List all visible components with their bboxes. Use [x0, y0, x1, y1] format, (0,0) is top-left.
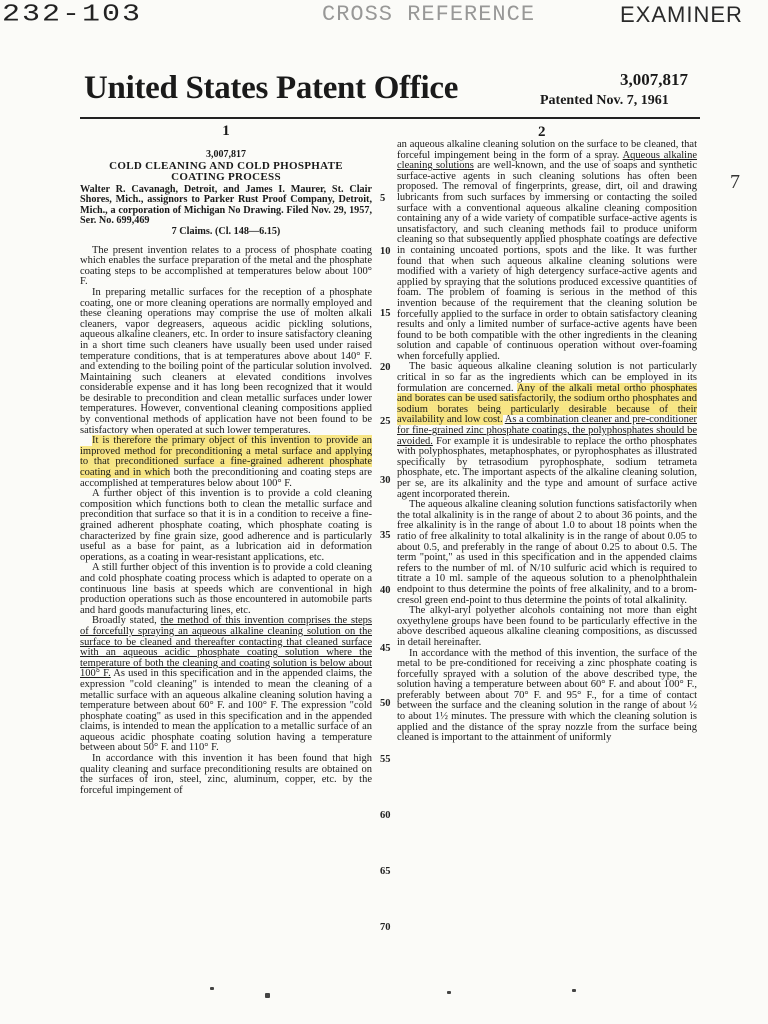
- inventors: Walter R. Cavanagh, Detroit, and James I. Maurer, St. Clair Shores, Mich., assignors to Parker Rust Proof Company, Detroit, Mich., a corporation of Michigan No Drawing. Filed Nov. 29, 1957, Ser. No. 699,469: [80, 183, 372, 227]
- text: both the preconditioning and coating steps are accomplished at temperatures below about 100° F.: [80, 467, 372, 489]
- paragraph: In accordance with this invention it has been found that high quality cleaning and surface preconditioning results are obtained on the surfaces of iron, steel, zinc, aluminum, copper, etc. by the forceful impingement of: [80, 753, 372, 796]
- line-number: 50: [380, 698, 391, 709]
- line-number: 60: [380, 810, 391, 821]
- margin-mark: 7: [730, 171, 740, 193]
- line-number: 55: [380, 754, 391, 765]
- column-number-right: 2: [538, 124, 546, 140]
- header-rule: [80, 117, 700, 119]
- line-number: 5: [380, 193, 386, 204]
- line-number: 40: [380, 585, 391, 596]
- text: For example it is undesirable to replace the ortho phosphates with polyphosphates, metaphosphates, or pyrophosphates as illustrated specifically by tetrasodium pyrophosphate, sodium tetrameta phosphate, etc. The important aspects of the alkaline cleaning solution, per se, are its alkalinity and the type and amount of surface active agent incorporated therein.: [397, 435, 697, 500]
- speck: [265, 993, 270, 998]
- highlighted-text: Any of the alkali metal ortho phosphates and borates can be used satisfactorily, the sodium ortho phosphates and sodium borates being particularly desirable because of their availability and low cost.: [397, 382, 697, 426]
- paragraph: [397, 362, 697, 500]
- speck: [210, 987, 214, 990]
- line-number: 20: [380, 362, 391, 373]
- underlined-text: the method of this invention comprises the steps of forcefully spraying an aqueous alkaline cleaning solution on the surface to be cleaned and thereafter contacting that cleaned surface with an aqueous acidic phosphate coating solution where the temperature of both the cleaning and coating solution is below about 100° F.: [80, 615, 372, 680]
- heading-patent-number: 3,007,817: [206, 149, 246, 160]
- speck: [572, 989, 576, 992]
- underlined-text: Aqueous alkaline cleaning solutions: [397, 149, 697, 172]
- paragraph: The present invention relates to a process of phosphate coating which enables the surface preparation of the metal and the phosphate coating steps to be accomplished at temperatures below about 100° F.: [80, 244, 372, 288]
- paragraph: In preparing metallic surfaces for the reception of a phosphate coating, one or more cleaning operations are normally employed and these cleaning operations may comprise the use of molten alkali cleaners, vapor degreasers, aqueous acidic pickling solutions, aqueous alkaline cleaners, etc. In order to insure satisfactory cleaning in a short time such cleaners have usually been used under raised temperature conditions, that is at temperatures above about 140° F. and extending to the boiling point of the particular solution involved. Maintaining such cleaners at elevated conditions involves considerable expense and it has long been recognized that it would be desirable to precondition and clean metallic surfaces under lower temperatures. However, conventional cleaning compositions applied by conventional methods of application have not been found to be satisfactory when operated at such lower temperatures.: [80, 286, 372, 436]
- paragraph: [397, 140, 697, 362]
- office-title: United States Patent Office: [84, 70, 459, 106]
- line-number: 30: [380, 475, 391, 486]
- speck: [447, 991, 451, 994]
- scan-specks: [0, 985, 768, 1015]
- stamp-cross-reference: CROSS REFERENCE: [322, 2, 536, 27]
- paragraph: [80, 616, 372, 754]
- inventors-block: [80, 185, 372, 238]
- underlined-text: As a combination cleaner and pre-conditioner for fine-grained zinc phosphate coatings, the polyphosphates should be avoided.: [397, 414, 698, 447]
- stamp-examiner: EXAMINER: [620, 2, 743, 27]
- paragraph: The aqueous alkaline cleaning solution functions satisfactorily when the total alkalinity is in the range of about 2 to about 36 points, and the free alkalinity is in the range of about 1.0 to about 18 points when the ratio of free alkalinity to total alkalinity is in the range of about 0.05 to about 0.5, and preferably in the range of about 0.25 to about 0.5. The term "point," as used in this specification and in the appended claims refers to the number of ml. of N/10 sulfuric acid which is required to titrate a 10 ml. sample of the aqueous solution to a phenolphthalein endpoint to thus determine the points of free alkalinity, and to a brom-cresol green end-point to thus determine the points of total alkalinity.: [397, 499, 697, 606]
- line-number: 45: [380, 643, 391, 654]
- line-number: 35: [380, 530, 391, 541]
- line-number: 25: [380, 416, 391, 427]
- claims-line: 7 Claims. (Cl. 148—6.15): [171, 225, 281, 237]
- text: are well-known, and the use of soaps and synthetic surface-active agents in such cleaning solutions has often been proposed. The removal of fingerprints, grease, dirt, oil and drawing lubricants from such surfaces by immersing or contacting the soiled surface with a conventional aqueous alkaline cleaning composition containing any of a wide variety of compatible surface-active agents is unsatisfactory, and such cleaning methods fail to produce uniform cleaning so that subsequently applied phosphate coatings are defective in containing uncoated portions, spots and the like. It was further found that when such aqueous alkaline cleaning solutions were modified with a variety of high detergency surface-active agents and applied by spraying that the solutions produced excessive quantities of foam. The problem of foaming is serious in the method of this invention because of the requirement that the cleaning solution be forcefully applied to the surface in order to obtain satisfactory cleaning results and only a limited number of surface-active agents have been found to be both compatible with the other ingredients in the cleaning solution and capable of continuous operation without over-foaming when forcefully applied.: [397, 160, 697, 362]
- paragraph: In accordance with the method of this invention, the surface of the metal to be pre-conditioned for receiving a zinc phosphate coating is forcefully sprayed with a solution of the above described type, the solution having a temperature between about 60° F. and about 100° F., preferably between about 70° F. and 95° F., for a time of contact between the surface and the cleaning solution in the range of about ½ to about 1½ minutes. The pressure with which the cleaning solution is applied and the distance of the spray nozzle from the surface being cleaned is important to the attainment of uniformly: [397, 647, 697, 744]
- column-number-left: 1: [222, 123, 230, 139]
- paragraph: [80, 436, 372, 489]
- line-number: 15: [380, 308, 391, 319]
- paragraph: A still further object of this invention is to provide a cold cleaning and cold phosphate coating process which is adapted to operate on a continuous line basis at speeds which are conventional in high production operations such as those encountered in automobile parts and hard goods manufacturing lines, etc.: [80, 562, 372, 616]
- line-number: 65: [380, 866, 391, 877]
- left-column: [80, 122, 372, 796]
- right-column: [397, 140, 697, 744]
- line-number: 70: [380, 922, 391, 933]
- header-stamps: [0, 0, 768, 34]
- text: The basic aqueous alkaline cleaning solution is not particularly critical in so far as the ingredients which can be employed in its formulation are concerned.: [397, 361, 697, 394]
- stamp-number: 232-103: [2, 1, 143, 29]
- text: Broadly stated,: [92, 615, 161, 627]
- patented-date: Patented Nov. 7, 1961: [540, 93, 669, 108]
- line-number: 10: [380, 246, 391, 257]
- heading-title-line2: COATING PROCESS: [171, 170, 281, 183]
- paragraph: The alkyl-aryl polyether alcohols containing not more than eight oxyethylene groups have been found to be particularly effective in the above described aqueous alkaline cleaning compositions, as discussed in detail hereinafter.: [397, 605, 697, 648]
- text: As used in this specification and in the appended claims, the expression "cold cleaning" is intended to mean the cleaning of a metallic surface with an aqueous alkaline cleaning solution having a temperature between about 60° F. and 100° F. The expression "cold phosphate coating" as used in this specification and in the appended claims, is intended to mean the application to a metallic surface of an aqueous acidic phosphate coating solution having a temperature between about 50° F. and 110° F.: [80, 668, 372, 754]
- text: an aqueous alkaline cleaning solution on the surface to be cleaned, that forceful impingement being in the form of a spray.: [397, 139, 697, 161]
- paragraph: A further object of this invention is to provide a cold cleaning composition which functions both to clean the metallic surface and precondition that surface so that it is in a condition to receive a fine-grained adherent phosphate coating, which phosphate coating is characterized by fine grain size, good adherence and is particularly useful as a base for paint, as a lubrication aid in deformation operations, as a coating in wear-resistant applications, etc.: [80, 488, 372, 563]
- patent-number: 3,007,817: [620, 70, 688, 89]
- patent-heading: [80, 150, 372, 183]
- highlighted-text: It is therefore the primary object of this invention to provide an improved method for preconditioning a metal surface and applying to that preconditioned surface a fine-grained adherent phosphate coating and in which: [80, 435, 372, 479]
- heading-title-line1: COLD CLEANING AND COLD PHOSPHATE: [109, 159, 343, 172]
